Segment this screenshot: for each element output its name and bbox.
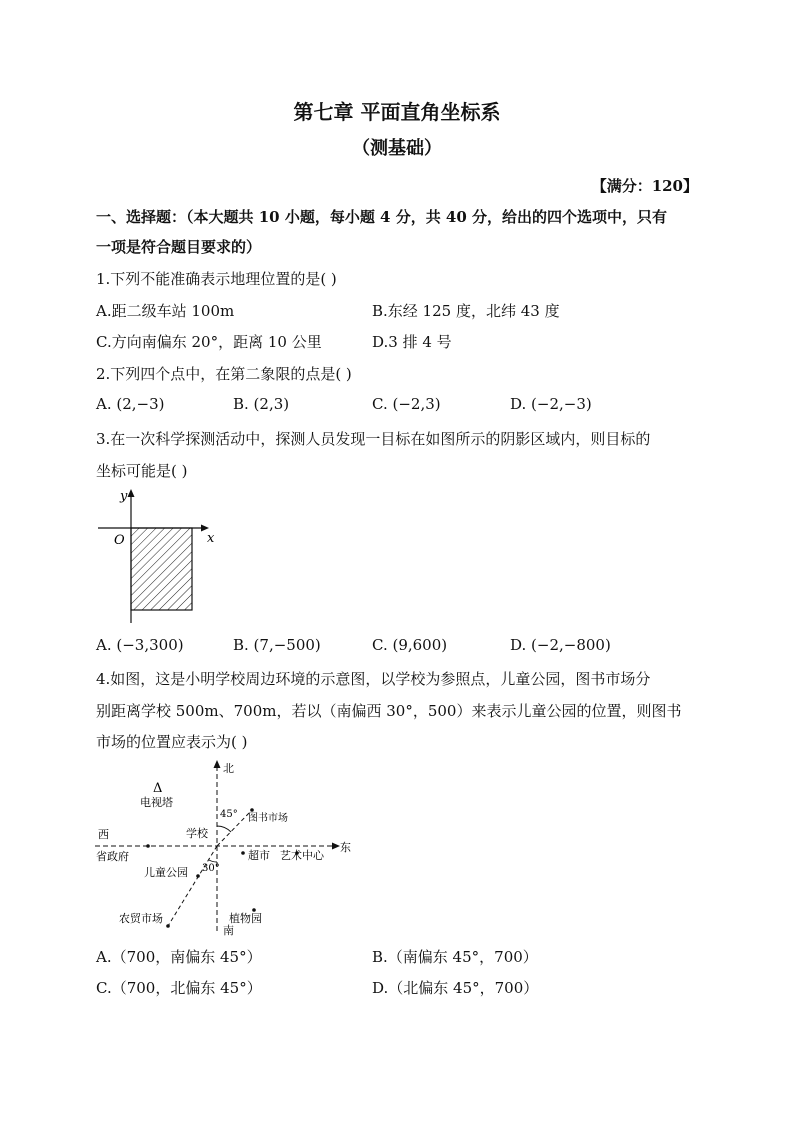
q1-option-a: A.距二级车站 100m [96, 302, 235, 320]
q1-option-d: D.3 排 4 号 [372, 333, 452, 351]
angle30-label: 30° [202, 863, 220, 874]
q3-option-b: B. (7,−500) [233, 636, 321, 654]
gov-point [146, 844, 150, 848]
angle30-arc [209, 860, 217, 862]
north-label: 北 [223, 762, 234, 775]
q2-option-b: B. (2,3) [233, 395, 290, 413]
east-label: 东 [340, 841, 351, 854]
q1-option-c: C.方向南偏东 20°，距离 10 公里 [96, 333, 322, 351]
origin-label: O [114, 533, 125, 548]
q4-stem-line1: 4.如图，这是小明学校周边环境的示意图，以学校为参照点，儿童公园，图书市场分 [96, 670, 651, 688]
y-axis-label: y [120, 489, 128, 504]
q3-stem-line1: 3.在一次科学探测活动中，探测人员发现一目标在如图所示的阴影区域内，则目标的 [96, 430, 651, 448]
q1-stem: 1.下列不能准确表示地理位置的是( ) [96, 270, 337, 288]
angle45-arc [217, 826, 231, 832]
full-score: 【满分：120】 [591, 177, 698, 195]
tv-tower-icon: Δ [153, 781, 163, 796]
section-heading-line2: 一项是符合题目要求的） [96, 238, 262, 256]
q2-stem: 2.下列四个点中，在第二象限的点是( ) [96, 365, 352, 383]
farm-market-ray [168, 846, 217, 926]
q1-option-b: B.东经 125 度，北纬 43 度 [372, 302, 560, 320]
book-market-label: 图书市场 [248, 813, 288, 824]
supermarket-label: 超市 [248, 849, 270, 862]
q3-option-c: C. (9,600) [372, 636, 448, 654]
page-title: 第七章 平面直角坐标系 [293, 100, 501, 124]
children-park-label: 儿童公园 [144, 866, 188, 879]
farm-market-point [166, 924, 170, 928]
q4-option-d: D.（北偏东 45°，700） [372, 979, 539, 997]
q4-map [92, 758, 354, 936]
page-subtitle: （测基础） [352, 138, 442, 159]
q2-option-c: C. (−2,3) [372, 395, 441, 413]
q4-stem-line2: 别距离学校 500m、700m，若以（南偏西 30°，500）来表示儿童公园的位置，则图书 [96, 702, 682, 720]
q2-option-a: A. (2,−3) [96, 395, 165, 413]
tv-tower-label: 电视塔 [140, 796, 173, 809]
q2-option-d: D. (−2,−3) [510, 395, 592, 413]
q3-stem-line2: 坐标可能是( ) [96, 462, 188, 480]
farm-market-label: 农贸市场 [119, 912, 163, 925]
q4-option-b: B.（南偏东 45°，700） [372, 948, 538, 966]
q4-stem-line3: 市场的位置应表示为( ) [96, 733, 248, 751]
shaded-region [131, 528, 192, 610]
school-label: 学校 [186, 827, 208, 840]
q4-option-c: C.（700，北偏东 45°） [96, 979, 262, 997]
x-axis-label: x [207, 531, 215, 546]
angle45-label: 45° [220, 809, 238, 820]
east-arrow-icon [332, 843, 340, 850]
gov-label: 省政府 [96, 850, 129, 863]
q3-figure [96, 486, 226, 628]
children-park-point [196, 874, 200, 878]
art-center-label: 艺术中心 [280, 849, 324, 862]
south-label: 南 [223, 924, 234, 936]
q3-option-d: D. (−2,−800) [510, 636, 611, 654]
supermarket-point [241, 851, 245, 855]
west-label: 西 [98, 828, 109, 841]
botanical-label: 植物园 [229, 912, 262, 925]
north-arrow-icon [214, 760, 221, 768]
book-market-point [250, 808, 254, 812]
y-axis-arrow-icon [128, 489, 135, 497]
q4-option-a: A.（700，南偏东 45°） [96, 948, 262, 966]
section-heading-line1: 一、选择题：（本大题共 10 小题，每小题 4 分，共 40 分，给出的四个选项中，只有 [96, 208, 668, 226]
q3-option-a: A. (−3,300) [96, 636, 184, 654]
